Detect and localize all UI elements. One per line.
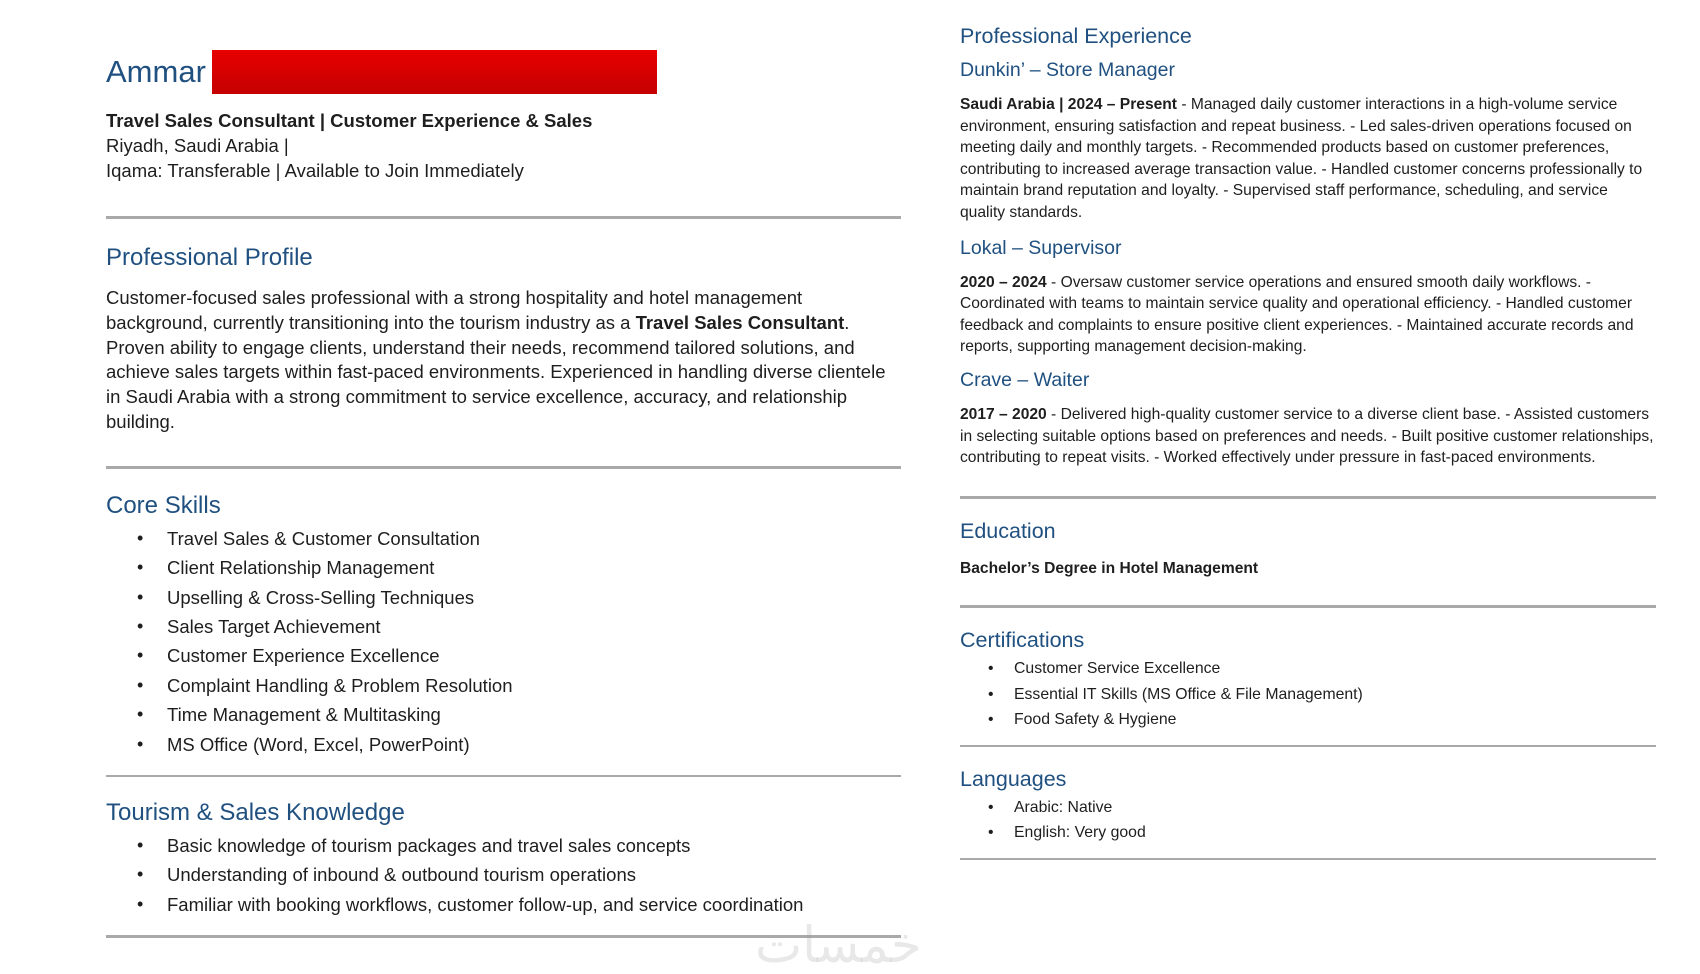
list-item: • Food Safety & Hygiene xyxy=(960,707,1656,733)
list-item: • Complaint Handling & Problem Resolution xyxy=(106,671,901,700)
list-item: • Time Management & Multitasking xyxy=(106,700,901,729)
list-item: • MS Office (Word, Excel, PowerPoint) xyxy=(106,730,901,759)
name-row xyxy=(106,50,901,94)
watermark: خمسات xyxy=(755,916,922,974)
list-item: • Familiar with booking workflows, customer follow-up, and service coordination xyxy=(106,890,901,919)
list-item: • English: Very good xyxy=(960,820,1656,846)
core-skills-list xyxy=(106,524,901,759)
job-desc-text: - Delivered high-quality customer service to a diverse client base. - Assisted customers in selecting suitable options based on preferences and needs. - Built positive customer relationships, contributing to repeat visits. - Worked effectively under pressure in fast-paced environments. xyxy=(960,405,1654,467)
profile-summary xyxy=(106,286,901,435)
profile-text: Customer-focused sales professional with a strong hospitality and hotel management background, currently transitioning into the tourism industry as a xyxy=(106,287,803,333)
job-period: Saudi Arabia | 2024 – Present xyxy=(960,96,1178,113)
section-title-experience: Professional Experience xyxy=(960,24,1192,48)
headline: Travel Sales Consultant | Customer Experience & Sales xyxy=(106,110,593,131)
section-title-languages: Languages xyxy=(960,766,1067,791)
divider xyxy=(960,496,1656,499)
divider xyxy=(960,605,1656,608)
job-description xyxy=(960,94,1656,224)
list-item: • Travel Sales & Customer Consultation xyxy=(106,524,901,553)
job-description xyxy=(960,272,1656,358)
job-title: Lokal – Supervisor xyxy=(960,236,1122,259)
section-title-certifications: Certifications xyxy=(960,628,1085,653)
divider xyxy=(106,466,901,469)
right-column xyxy=(960,24,1656,860)
tourism-knowledge-list xyxy=(106,831,901,919)
education-degree: Bachelor’s Degree in Hotel Management xyxy=(960,559,1259,577)
profile-text: . Proven ability to engage clients, understand their needs, recommend tailored solutions, and achieve sales targets within fast-paced environments. Experienced in handling diverse clientele in Saudi Arabia with a strong commitment to service excellence, accuracy, and relationship building. xyxy=(106,311,886,432)
profile-text-bold: Travel Sales Consultant xyxy=(635,311,845,333)
job-period: 2017 – 2020 xyxy=(960,405,1047,423)
list-item: • Client Relationship Management xyxy=(106,553,901,582)
left-column xyxy=(106,50,901,938)
candidate-name: Ammar xyxy=(106,54,206,89)
list-item: • Customer Service Excellence xyxy=(960,656,1656,682)
certifications-list xyxy=(960,656,1656,733)
list-item: • Essential IT Skills (MS Office & File Management) xyxy=(960,682,1656,708)
list-item: • Sales Target Achievement xyxy=(106,612,901,641)
list-item: • Arabic: Native xyxy=(960,795,1656,821)
section-title-education: Education xyxy=(960,518,1056,543)
job-title: Dunkin’ – Store Manager xyxy=(960,59,1175,81)
job-desc-text: - Oversaw customer service operations and ensured smooth daily workflows. - Coordinated with teams to maintain service quality and operational efficiency. - Handled customer feedback and complaints to ensure positive client experiences. - Maintained accurate records and reports, supporting management decision-making. xyxy=(960,273,1634,356)
divider xyxy=(960,858,1656,860)
divider xyxy=(960,745,1656,747)
languages-list xyxy=(960,795,1656,846)
job-description xyxy=(960,404,1656,469)
job-desc-text: - Managed daily customer interactions in a high-volume service environment, ensuring satisfaction and repeat business. - Led sales-driven operations focused on meeting daily and monthly targets. - Recommended products based on customer preferences, contributing to increased average transaction value. - Handled customer concerns professionally to maintain brand reputation and loyalty. - Supervised staff performance, scheduling, and service quality standards. xyxy=(960,96,1643,221)
job-period: 2020 – 2024 xyxy=(960,273,1047,291)
section-title-core-skills: Core Skills xyxy=(106,491,221,519)
job-title: Crave – Waiter xyxy=(960,368,1090,391)
list-item: • Customer Experience Excellence xyxy=(106,641,901,670)
list-item: • Upselling & Cross-Selling Techniques xyxy=(106,583,901,612)
list-item: • Basic knowledge of tourism packages and travel sales concepts xyxy=(106,831,901,860)
location: Riyadh, Saudi Arabia | xyxy=(106,135,289,156)
divider xyxy=(106,775,901,777)
list-item: • Understanding of inbound & outbound tourism operations xyxy=(106,860,901,889)
section-title-profile: Professional Profile xyxy=(106,244,313,271)
divider xyxy=(106,216,901,219)
section-title-tourism: Tourism & Sales Knowledge xyxy=(106,799,405,827)
availability: Iqama: Transferable | Available to Join Immediately xyxy=(106,160,524,181)
redacted-surname-bar xyxy=(212,50,657,94)
